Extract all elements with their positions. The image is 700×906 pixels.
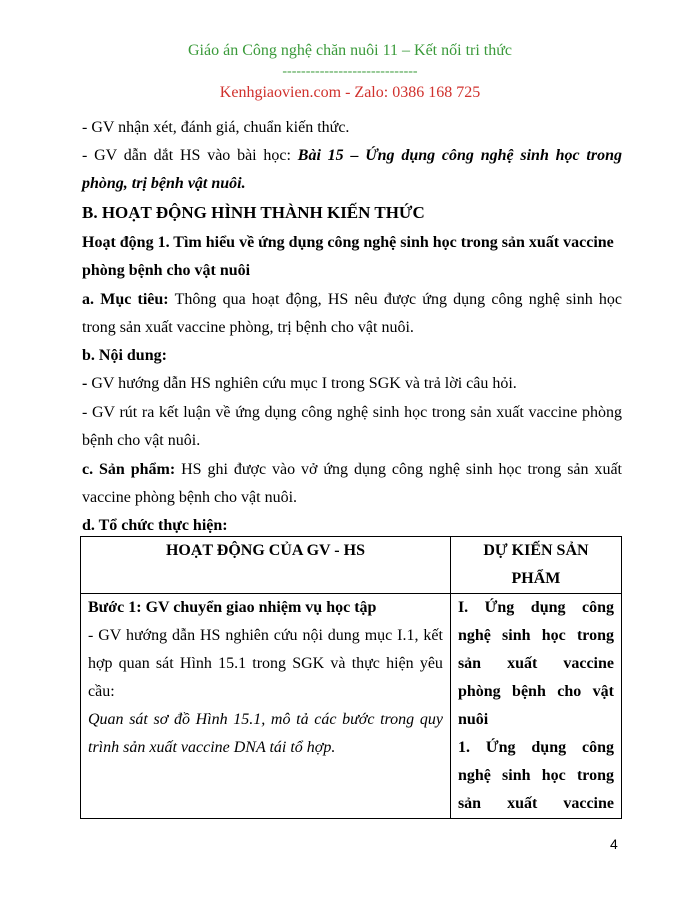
objective-line-1 [82, 290, 622, 310]
product-line: sản xuất vaccine [457, 795, 614, 812]
product-line: I. Ứng dụng công [457, 599, 614, 616]
content-text-1: GV hướng dẫn HS nghiên cứu mục I trong SGK và trả lời câu hỏi. [91, 375, 517, 392]
activity-line-4: Quan sát sơ đồ Hình 15.1, mô tả các bước trong quy [88, 711, 443, 728]
header-title: Giáo án Công nghệ chăn nuôi 11 – Kết nối tri thức [187, 42, 512, 59]
product-line: phòng bệnh cho vật [457, 683, 614, 700]
header-divider: ----------------------------- [282, 64, 418, 79]
content-line-3: bệnh cho vật nuôi. [82, 432, 201, 449]
content-label: b. Nội dung: [82, 347, 167, 364]
activity-1-title-line-2: phòng bệnh cho vật nuôi [82, 262, 251, 279]
section-b-heading: B. HOẠT ĐỘNG HÌNH THÀNH KIẾN THỨC [82, 203, 425, 222]
content-line-2: - GV rút ra kết luận về ứng dụng công nghệ sinh học trong sản xuất vaccine phòng [82, 404, 622, 421]
activity-cell [81, 594, 451, 819]
activity-table [80, 536, 622, 819]
organization-label: d. Tổ chức thực hiện: [82, 517, 228, 534]
intro-line-2 [82, 146, 622, 166]
head-left-text: HOẠT ĐỘNG CỦA GV - HS [165, 542, 365, 559]
product-line-1 [82, 460, 622, 480]
table-head-left [81, 537, 451, 594]
objective-text-2: trong sản xuất vaccine phòng, trị bệnh cho vật nuôi. [82, 319, 414, 336]
product-line: nghệ sinh học trong [457, 627, 614, 644]
product-line: sản xuất vaccine [457, 655, 614, 672]
header-contact: Kenhgiaovien.com - Zalo: 0386 168 725 [219, 84, 481, 101]
content-dash: - [82, 375, 88, 392]
product-line: nghệ sinh học trong [457, 767, 614, 784]
product-line: nuôi [457, 711, 489, 728]
head-right-line-1: DỰ KIẾN SẢN [483, 542, 589, 559]
step-1-heading: Bước 1: GV chuyển giao nhiệm vụ học tập [88, 599, 377, 616]
activity-line-1: - GV hướng dẫn HS nghiên cứu nội dung mục I.1, kết [88, 627, 443, 644]
product-text-1: HS ghi được vào vở ứng dụng công nghệ sinh học trong sản xuất [181, 461, 622, 478]
product-line: 1. Ứng dụng công [457, 739, 614, 756]
product-text-2: vaccine phòng bệnh cho vật nuôi. [82, 489, 298, 506]
activity-line-2: hợp quan sát Hình 15.1 trong SGK và thực hiện yêu [88, 655, 443, 672]
table-header-row [81, 537, 622, 594]
intro-line-2-prefix: - GV dẫn dắt HS vào bài học: [82, 147, 291, 164]
objective-label: a. Mục tiêu: [82, 291, 169, 308]
intro-line-1: - GV nhận xét, đánh giá, chuẩn kiến thức. [82, 119, 350, 136]
lesson-title-cont: phòng, trị bệnh vật nuôi. [82, 175, 246, 192]
activity-1-title-line-1: Hoạt động 1. Tìm hiểu về ứng dụng công nghệ sinh học trong sản xuất vaccine [82, 234, 614, 251]
page-number: 4 [610, 836, 618, 852]
head-right-line-2: PHẨM [511, 570, 561, 587]
table-head-right [450, 537, 621, 594]
content-line-1 [82, 374, 622, 394]
objective-text-1: Thông qua hoạt động, HS nêu được ứng dụng công nghệ sinh học [174, 291, 623, 308]
product-label: c. Sản phẩm: [82, 461, 176, 478]
table-row [81, 594, 622, 819]
product-cell [450, 594, 621, 819]
lesson-title: Bài 15 – Ứng dụng công nghệ sinh học trong [297, 147, 623, 164]
activity-line-5: trình sản xuất vaccine DNA tái tổ hợp. [88, 739, 336, 756]
activity-line-3: cầu: [88, 683, 115, 700]
